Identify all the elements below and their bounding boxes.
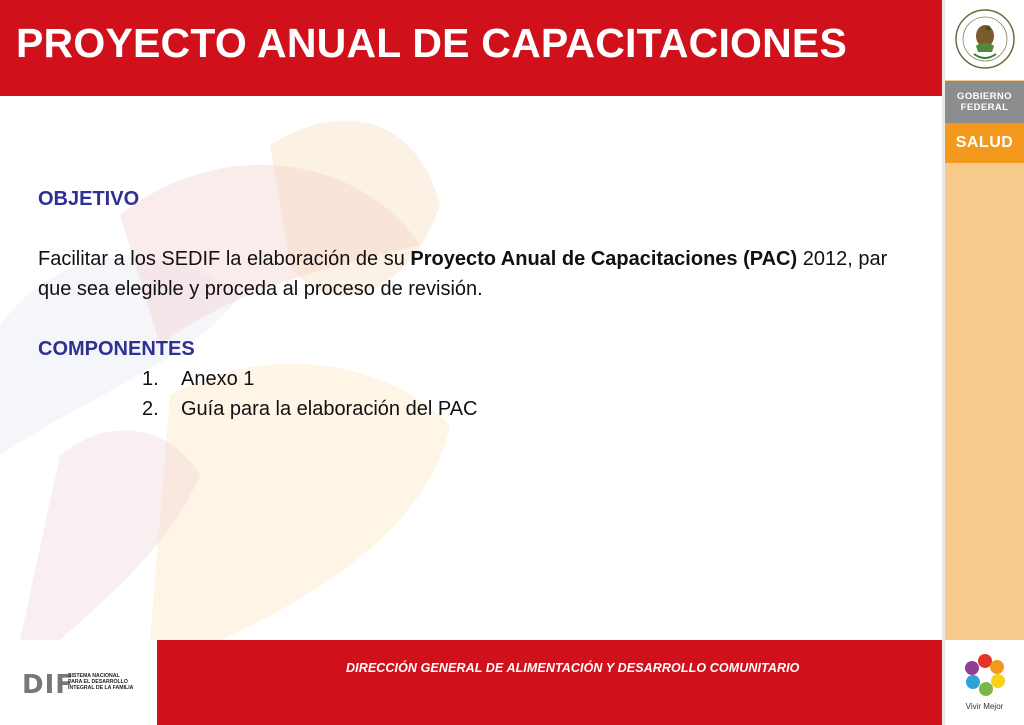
componentes-heading: COMPONENTES xyxy=(38,338,195,360)
footer-banner xyxy=(157,640,942,725)
footer-banner-text: DIRECCIÓN GENERAL DE ALIMENTACIÓN Y DESARROLLO COMUNITARIO xyxy=(346,661,800,675)
paragraph-bold: Proyecto Anual de Capacitaciones (PAC) xyxy=(410,248,798,270)
list-label: Anexo 1 xyxy=(181,368,255,390)
dif-logo-subtitle xyxy=(68,673,133,692)
list-number: 2. xyxy=(142,398,159,420)
paragraph-intro: Facilitar a los SEDIF la elaboración de su xyxy=(38,248,411,270)
list-item xyxy=(38,394,918,424)
list-number: 1. xyxy=(142,368,159,390)
dif-logo-letters: DIF xyxy=(22,670,75,700)
title-bar xyxy=(0,0,942,96)
vivir-mejor-label: Vivir Mejor xyxy=(965,702,1004,711)
vivir-mejor-panel xyxy=(945,640,1024,725)
objetivo-paragraph xyxy=(38,244,918,304)
componentes-section xyxy=(38,334,918,424)
objetivo-heading: OBJETIVO xyxy=(38,188,140,210)
vivir-mejor-flower-icon xyxy=(962,652,1008,698)
dif-sub-line3: INTEGRAL DE LA FAMILIA xyxy=(68,685,134,692)
components-list xyxy=(38,364,918,424)
gobierno-federal-logo xyxy=(945,81,1024,123)
seal-container xyxy=(945,0,1024,80)
main-content xyxy=(38,184,918,424)
list-label: Guía para la elaboración del PAC xyxy=(181,398,478,420)
dif-sub-line2: PARA EL DESARROLLO xyxy=(68,679,128,686)
paragraph-rest: 2012, par que sea elegible y proceda al proceso de revisión. xyxy=(38,248,888,300)
salud-logo: SALUD xyxy=(945,123,1024,163)
dif-sub-line1: SISTEMA NACIONAL xyxy=(68,673,120,679)
gobierno-line1: GOBIERNO xyxy=(957,91,1012,102)
mexico-coat-of-arms-icon xyxy=(954,6,1016,72)
list-item xyxy=(38,364,918,394)
page-title: PROYECTO ANUAL DE CAPACITACIONES xyxy=(16,20,848,66)
gobierno-line2: FEDERAL xyxy=(960,102,1009,113)
